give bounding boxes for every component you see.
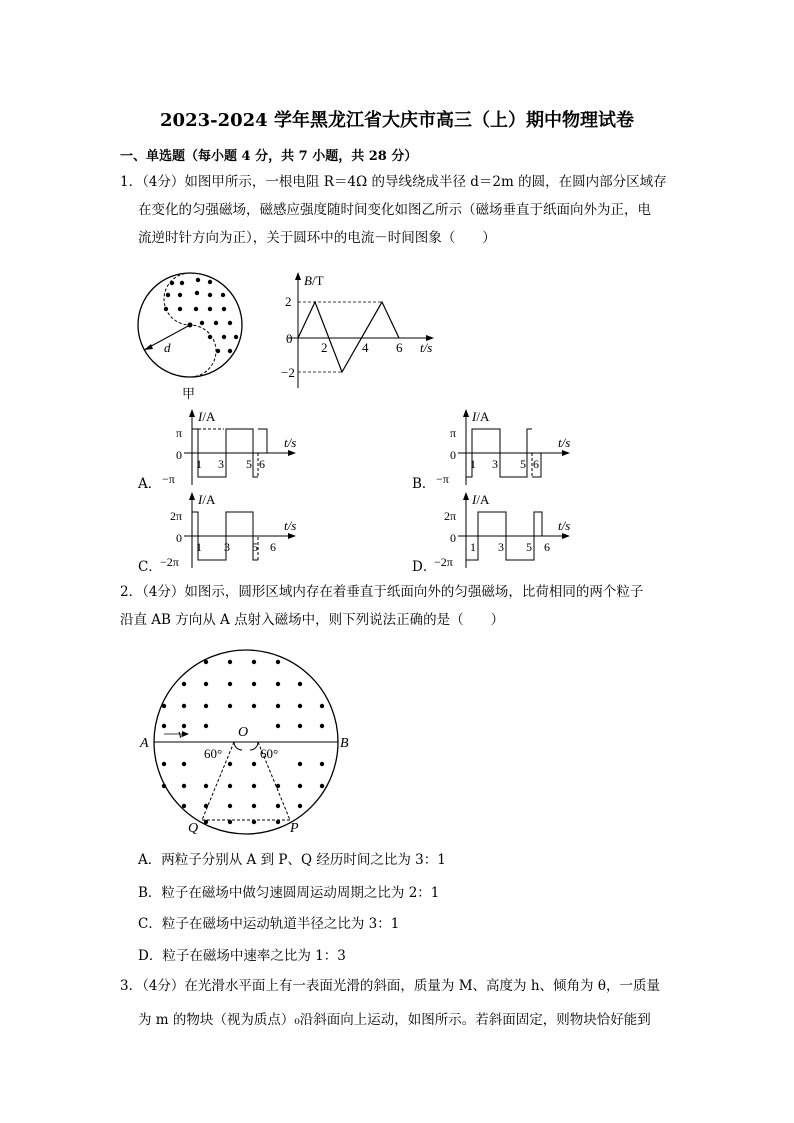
svg-text:0: 0 (450, 448, 456, 462)
label-v: v (178, 726, 184, 741)
option-d-letter[interactable]: D． (412, 559, 437, 575)
svg-text:5: 5 (520, 457, 526, 471)
svg-text:5: 5 (252, 540, 258, 554)
svg-text:t/s: t/s (558, 518, 571, 533)
section-heading: 一、单选题（每小题 4 分，共 7 小题，共 28 分） (120, 149, 418, 164)
svg-text:3: 3 (218, 457, 224, 471)
svg-text:t/s: t/s (284, 518, 297, 533)
svg-text:1: 1 (470, 540, 476, 554)
svg-text:6: 6 (270, 540, 276, 554)
question-1-line-2: 在变化的匀强磁场，磁感应强度随时间变化如图乙所示（磁场垂直于纸面向外为正，电 (138, 202, 651, 218)
q2-option-a[interactable]: A．两粒子分别从 A 到 P、Q 经历时间之比为 3：1 (138, 852, 446, 868)
svg-text:1: 1 (470, 457, 476, 471)
question-3-line-1: 3．（4分）在光滑水平面上有一表面光滑的斜面，质量为 M、高度为 h、倾角为 θ，一质量 (120, 978, 660, 994)
figure-jia-caption: 甲 (182, 386, 196, 401)
label-angle-right: 60° (260, 746, 279, 761)
svg-text:2π: 2π (170, 509, 183, 523)
svg-text:6: 6 (259, 457, 265, 471)
svg-text:−2π: −2π (434, 555, 453, 569)
q2-option-b[interactable]: B．粒子在磁场中做匀速圆周运动周期之比为 2：1 (138, 885, 440, 901)
svg-text:t/s: t/s (284, 435, 297, 450)
figure-jia (130, 265, 260, 405)
svg-text:0: 0 (176, 531, 182, 545)
label-angle-left: 60° (204, 746, 223, 761)
svg-text:π: π (176, 426, 183, 440)
q2-option-d[interactable]: D．粒子在磁场中速率之比为 1：3 (138, 948, 346, 964)
option-b-letter[interactable]: B． (412, 476, 436, 492)
svg-text:t/s: t/s (558, 435, 571, 450)
option-d-graph[interactable] (434, 490, 584, 570)
option-c-letter[interactable]: C． (138, 559, 162, 575)
yi-x2: 2 (321, 340, 328, 355)
label-o: O (238, 725, 249, 740)
page-title: 2023-2024 学年黑龙江省大庆市高三（上）期中物理试卷 (160, 110, 634, 131)
option-a-graph[interactable] (160, 407, 310, 487)
svg-text:I/A: I/A (472, 409, 490, 424)
question-2-line-1: 2．（4分）如图示，圆形区域内存在着垂直于纸面向外的匀强磁场，比荷相同的两个粒子 (120, 584, 644, 600)
figure-yi (278, 268, 448, 408)
svg-text:−2π: −2π (160, 555, 179, 569)
svg-text:1: 1 (196, 540, 202, 554)
svg-text:π: π (450, 426, 457, 440)
question-3-line-2: 为 m 的物块（视为质点）₀沿斜面向上运动，如图所示。若斜面固定，则物块恰好能到 (138, 1012, 651, 1028)
svg-text:I/A: I/A (198, 492, 216, 507)
option-b-graph[interactable] (434, 407, 584, 487)
svg-text:−π: −π (436, 472, 449, 486)
q2-option-c[interactable]: C．粒子在磁场中运动轨道半径之比为 3：1 (138, 916, 400, 932)
svg-text:5: 5 (246, 457, 252, 471)
svg-text:3: 3 (492, 457, 498, 471)
svg-text:I/A: I/A (198, 409, 216, 424)
label-q: Q (188, 821, 199, 836)
option-a-letter[interactable]: A． (138, 476, 162, 492)
yi-x6: 6 (396, 340, 403, 355)
yi-x4: 4 (362, 340, 369, 355)
label-p: P (290, 821, 299, 836)
svg-text:0: 0 (450, 531, 456, 545)
b-t-curve (298, 302, 399, 372)
svg-text:I/A: I/A (472, 492, 490, 507)
label-a: A (140, 736, 149, 751)
svg-text:3: 3 (498, 540, 504, 554)
figure-q2 (134, 640, 364, 840)
svg-text:2π: 2π (444, 509, 457, 523)
question-2-line-2: 沿直 AB 方向从 A 点射入磁场中，则下列说法正确的是（ ） (120, 612, 505, 628)
label-d: d (164, 340, 171, 355)
svg-text:−π: −π (162, 472, 175, 486)
svg-text:3: 3 (224, 540, 230, 554)
svg-text:6: 6 (544, 540, 550, 554)
yi-y-neg: −2 (281, 365, 295, 380)
yi-origin: 0 (286, 331, 293, 346)
svg-text:0: 0 (176, 448, 182, 462)
yi-y-pos: 2 (285, 294, 292, 309)
label-b: B (340, 736, 349, 751)
yi-ylabel: B/T (304, 273, 324, 288)
question-1-line-1: 1．（4分）如图甲所示，一根电阻 R＝4Ω 的导线绕成半径 d＝2m 的圆，在圆内部分区域存 (120, 174, 667, 190)
option-c-graph[interactable] (160, 490, 310, 570)
svg-text:5: 5 (526, 540, 532, 554)
svg-text:6: 6 (533, 457, 539, 471)
svg-text:1: 1 (196, 457, 202, 471)
question-1-line-3: 流逆时针方向为正），关于圆环中的电流－时间图象（ ） (138, 230, 496, 246)
yi-xlabel: t/s (420, 340, 433, 355)
